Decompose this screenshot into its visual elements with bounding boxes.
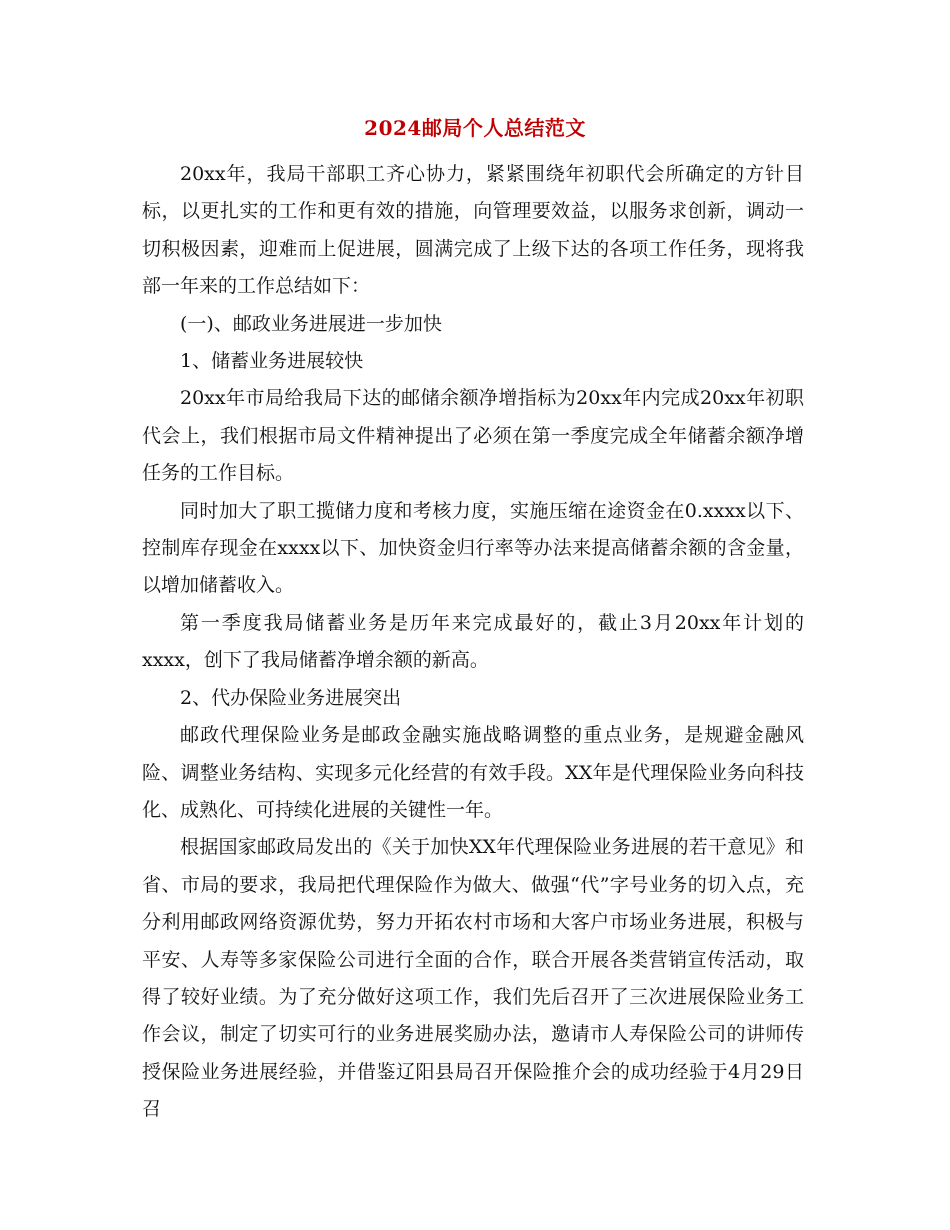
paragraph: 20xx年市局给我局下达的邮储余额净增指标为20xx年内完成20xx年初职代会上，我们根据市局文件精神提出了必须在第一季度完成全年储蓄余额净增任务的工作目标。 xyxy=(142,387,804,485)
document-title: 2024邮局个人总结范文 xyxy=(364,116,586,140)
paragraph: 第一季度我局储蓄业务是历年来完成最好的，截止3月20xx年计划的xxxx，创下了我局储蓄净增余额的新高。 xyxy=(142,611,804,672)
paragraph: 邮政代理保险业务是邮政金融实施战略调整的重点业务，是规避金融风险、调整业务结构、实现多元化经营的有效手段。XX年是代理保险业务向科技化、成熟化、可持续化进展的关键性一年。 xyxy=(142,724,804,821)
paragraph: 20xx年，我局干部职工齐心协力，紧紧围绕年初职代会所确定的方针目标，以更扎实的工作和更有效的措施，向管理要效益，以服务求创新，调动一切积极因素，迎难而上促进展，圆满完成了上级下达的各项工作任务，现将我部一年来的工作总结如下： xyxy=(142,163,804,298)
document-body xyxy=(142,156,804,1129)
subsection-heading: 1、储蓄业务进展较快 xyxy=(180,350,364,373)
paragraph: 根据国家邮政局发出的《关于加快XX年代理保险业务进展的若干意见》和省、市局的要求，我局把代理保险作为做大、做强“代”字号业务的切入点，充分利用邮政网络资源优势，努力开拓农村市场和大客户市场业务进展，积极与平安、人寿等多家保险公司进行全面的合作，联合开展各类营销宣传活动，取得了较好业绩。为了充分做好这项工作，我们先后召开了三次进展保险业务工作会议，制定了切实可行的业务进展奖励办法，邀请市人寿保险公司的讲师传授保险业务进展经验，并借鉴辽阳县局召开保险推介会的成功经验于4月29日召 xyxy=(142,836,804,1121)
subsection-heading: 2、代办保险业务进展突出 xyxy=(180,686,402,709)
section-heading: (一)、邮政业务进展进一步加快 xyxy=(180,312,442,335)
paragraph: 同时加大了职工揽储力度和考核力度，实施压缩在途资金在0.xxxx以下、控制库存现金在xxxx以下、加快资金归行率等办法来提高储蓄余额的含金量，以增加储蓄收入。 xyxy=(142,499,804,597)
